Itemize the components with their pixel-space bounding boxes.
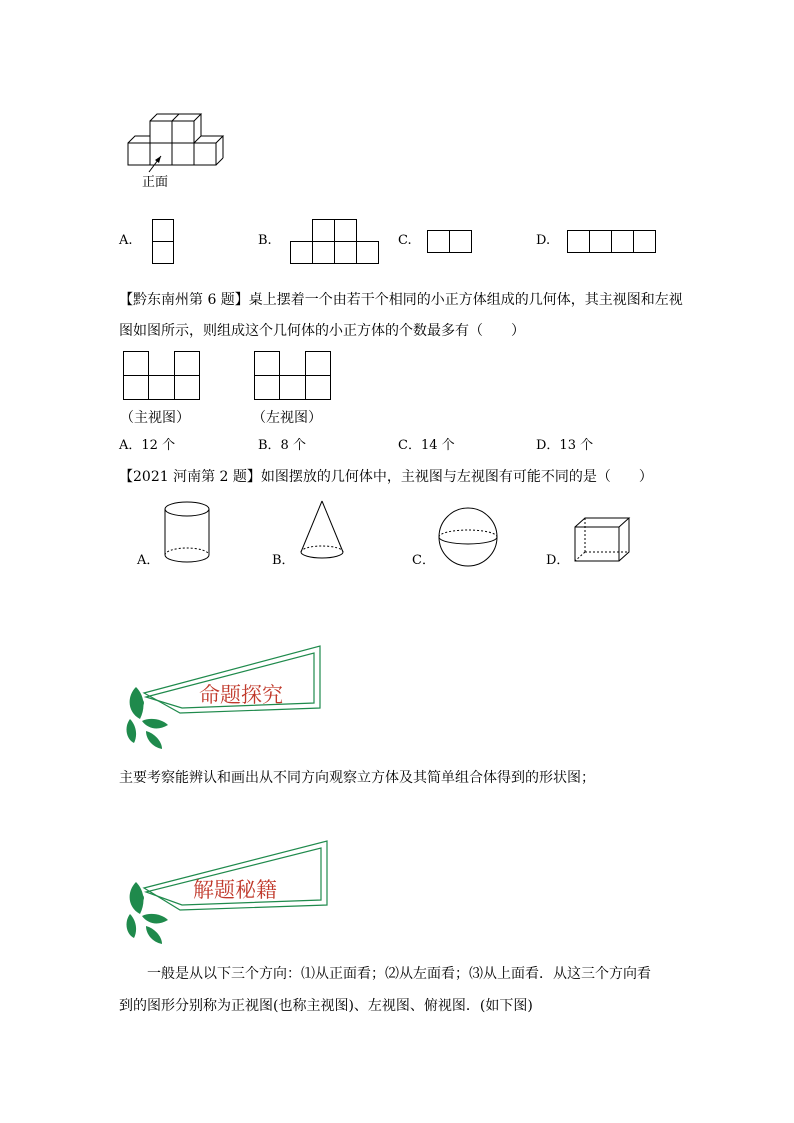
sphere-figure <box>438 507 500 569</box>
banner-2-title: 解题秘籍 <box>193 878 277 902</box>
q6-left-view-caption: （左视图） <box>252 410 322 426</box>
q2-stem: 【2021 河南第 2 题】如图摆放的几何体中，主视图与左视图有可能不同的是（ ） <box>119 469 653 485</box>
prev-option-a-figure <box>152 219 176 265</box>
q6-option-b: B．8 个 <box>258 438 306 453</box>
cuboid-figure <box>574 517 634 565</box>
prev-option-d-label: D. <box>536 233 551 248</box>
cube-solid-figure <box>127 112 227 167</box>
q2-option-c: C． <box>412 553 435 568</box>
cylinder-figure <box>164 501 214 565</box>
banner-2-line1: 一般是从以下三个方向：⑴从正面看；⑵从左面看；⑶从上面看．从这三个方向看 <box>147 966 651 982</box>
banner-1-text: 主要考察能辨认和画出从不同方向观察立方体及其简单组合体得到的形状图； <box>119 770 595 786</box>
q6-left-view-figure <box>254 351 334 401</box>
prev-option-d-figure <box>567 230 657 254</box>
prev-option-c-figure <box>427 230 473 254</box>
prev-option-c-label: C. <box>398 233 412 248</box>
q2-option-b: B． <box>272 553 295 568</box>
prev-option-b-figure <box>290 219 380 265</box>
q2-option-d: D． <box>546 553 570 568</box>
q2-option-a: A． <box>137 553 160 568</box>
cone-figure <box>299 500 349 564</box>
q6-stem-line2: 图如图所示，则组成这个几何体的小正方体的个数最多有（ ） <box>119 323 525 339</box>
q6-option-a: A．12 个 <box>119 438 176 453</box>
q6-option-c: C．14 个 <box>398 438 455 453</box>
front-label: 正面 <box>142 175 169 190</box>
q6-option-d: D．13 个 <box>536 438 594 453</box>
prev-option-a-label: A. <box>119 233 133 248</box>
banner-1-title: 命题探究 <box>199 683 283 707</box>
q6-front-view-caption: （主视图） <box>120 410 190 426</box>
banner-2-line2: 到的图形分别称为正视图(也称主视图)、左视图、俯视图．(如下图) <box>119 998 533 1014</box>
q6-front-view-figure <box>123 351 203 401</box>
prev-option-b-label: B. <box>258 233 272 248</box>
q6-stem-line1: 【黔东南州第 6 题】桌上摆着一个由若干个相同的小正方体组成的几何体，其主视图和左视 <box>119 292 683 308</box>
